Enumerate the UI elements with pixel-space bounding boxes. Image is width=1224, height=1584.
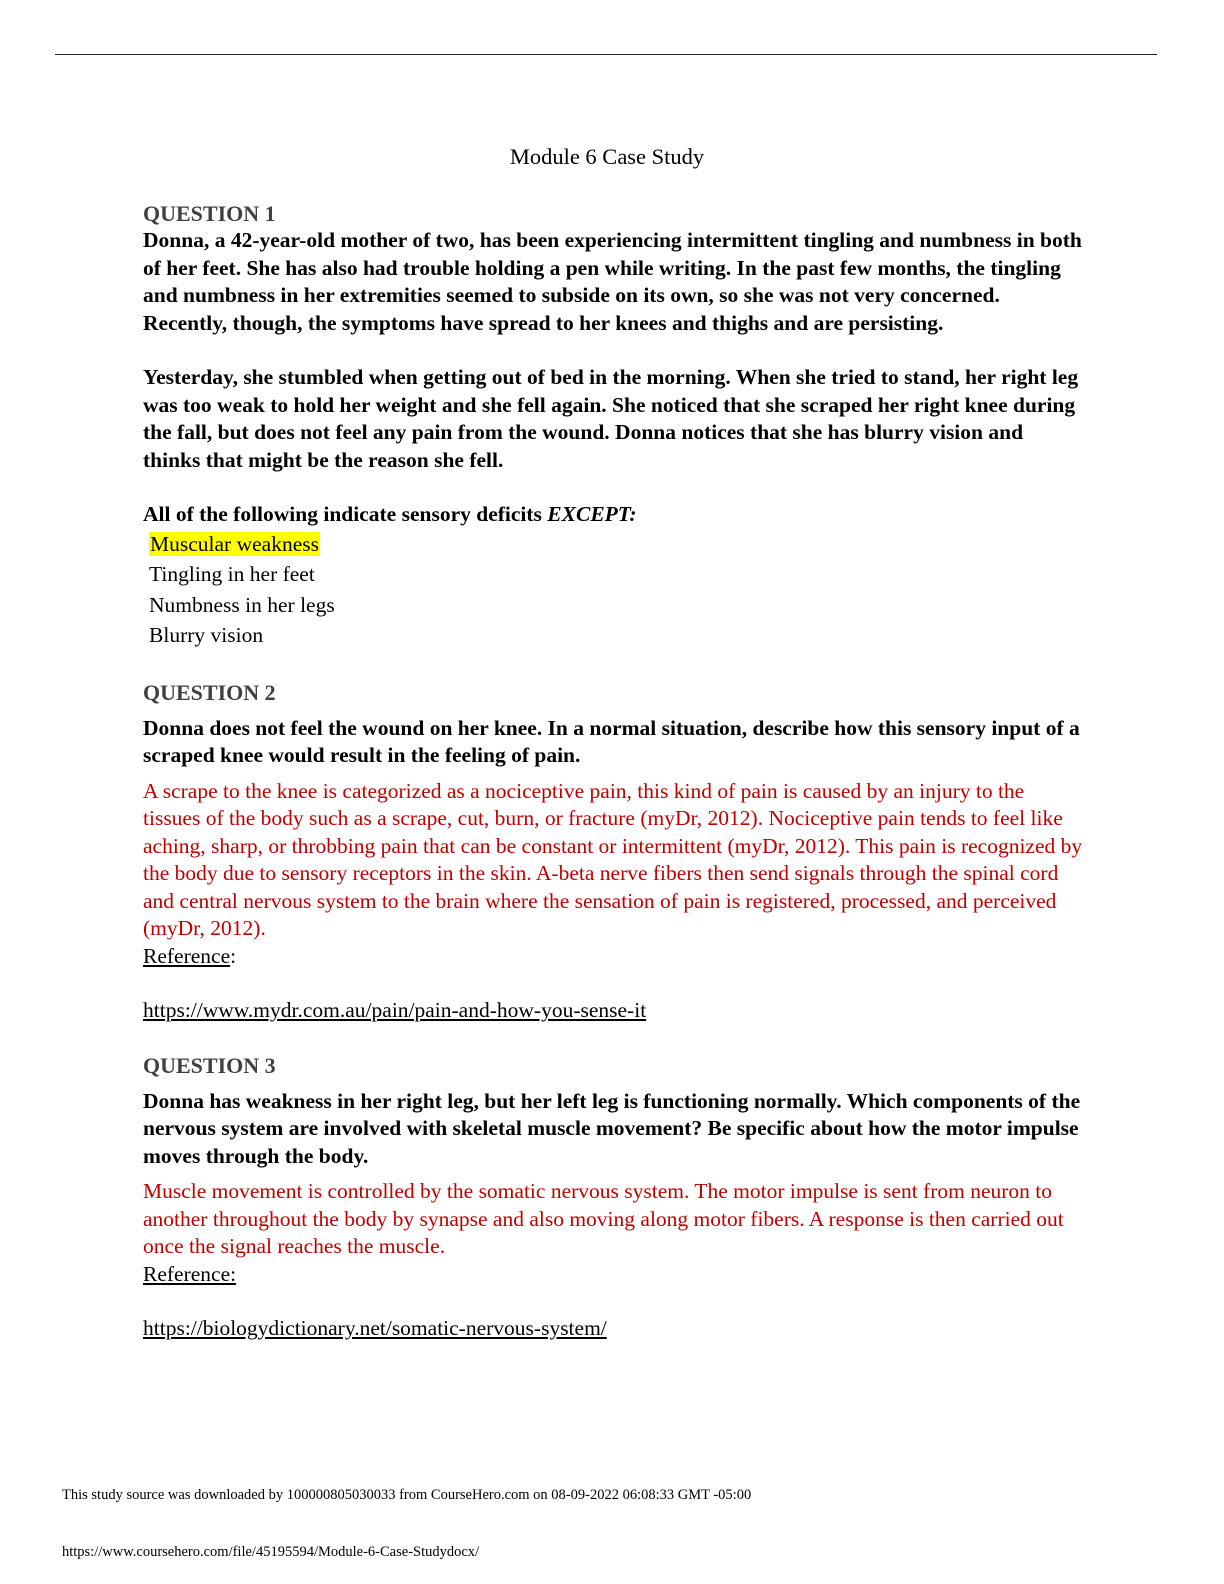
question-3-reference-label bbox=[143, 1261, 1083, 1289]
reference-word: Reference: bbox=[143, 1261, 237, 1286]
answer-options bbox=[143, 529, 1083, 651]
question-1-prompt bbox=[143, 501, 1083, 529]
question-1-paragraph-2: Yesterday, she stumbled when getting out of bed in the morning. When she tried to stand, her right leg was too weak to hold her weight and she fell again. She noticed that she scraped her right knee during the fall, but does not feel any pain from the wound. Donna notices that she has blurry vision and thinks that might be the reason she fell. bbox=[143, 365, 1079, 472]
option-4[interactable]: Blurry vision bbox=[149, 623, 264, 647]
question-3-answer: Muscle movement is controlled by the somatic nervous system. The motor impulse is sent from neuron to another throughout the body by synapse and also moving along motor fibers. A response is then carried out once the signal reaches the muscle. bbox=[143, 1179, 1064, 1258]
reference-colon: : bbox=[230, 943, 237, 968]
prompt-emphasis: EXCEPT: bbox=[547, 502, 637, 526]
document-body bbox=[143, 140, 1083, 1343]
question-2-text: Donna does not feel the wound on her knee. In a normal situation, describe how this sensory input of a scraped knee would result in the feeling of pain. bbox=[143, 715, 1080, 767]
question-2-answer: A scrape to the knee is categorized as a nociceptive pain, this kind of pain is caused by an injury to the tissues of the body such as a scrape, cut, burn, or fracture (myDr, 2012). Nociceptive pain tends to feel like aching, sharp, or throbbing pain that can be constant or intermittent (myDr, 2012). This pain is recognized by the body due to sensory receptors in the skin. A-beta nerve fibers then send signals through the spinal cord and central nervous system to the brain where the sensation of pain is registered, processed, and perceived (myDr, 2012). bbox=[143, 778, 1083, 940]
question-1-label: QUESTION 1 bbox=[143, 201, 276, 226]
question-2-label: QUESTION 2 bbox=[143, 679, 276, 705]
header-rule bbox=[55, 54, 1157, 55]
option-3[interactable]: Numbness in her legs bbox=[149, 592, 335, 617]
option-1-highlighted: Muscular weakness bbox=[150, 531, 319, 556]
question-3-reference-link[interactable]: https://biologydictionary.net/somatic-nervous-system/ bbox=[143, 1316, 607, 1340]
question-2-reference-link[interactable]: https://www.mydr.com.au/pain/pain-and-how-you-sense-it bbox=[143, 998, 647, 1022]
option-2[interactable]: Tingling in her feet bbox=[149, 562, 315, 586]
question-3-label: QUESTION 3 bbox=[143, 1052, 276, 1078]
prompt-text: All of the following indicate sensory deficits bbox=[143, 502, 548, 526]
reference-word: Reference bbox=[143, 943, 231, 968]
footer-url[interactable]: https://www.coursehero.com/file/45195594/Module-6-Case-Studydocx/ bbox=[62, 1544, 480, 1560]
footer-source-text: This study source was downloaded by 100000805030033 from CourseHero.com on 08-09-2022 06:08:33 GMT -05:00 bbox=[62, 1487, 752, 1503]
question-1-paragraph-1: Donna, a 42-year-old mother of two, has been experiencing intermittent tingling and numbness in both of her feet. She has also had trouble holding a pen while writing. In the past few months, the tingling and numbness in her extremities seemed to subside on its own, so she was not very concerned. Recently, though, the symptoms have spread to her knees and thighs and are persisting. bbox=[143, 228, 1082, 335]
question-2-reference-label bbox=[143, 943, 1083, 971]
option-1[interactable] bbox=[143, 529, 1083, 560]
question-3-text: Donna has weakness in her right leg, but her left leg is functioning normally. Which components of the nervous system are involved with skeletal muscle movement? Be specific about how the motor impulse moves through the body. bbox=[143, 1088, 1081, 1168]
page-title: Module 6 Case Study bbox=[509, 144, 705, 169]
